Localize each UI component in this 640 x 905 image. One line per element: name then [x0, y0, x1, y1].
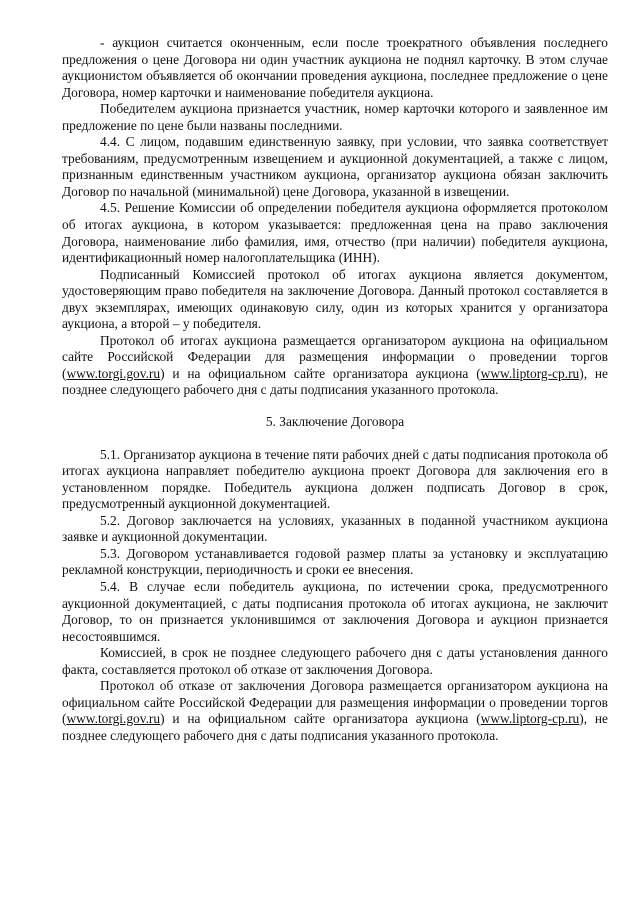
torgi-link[interactable]: www.torgi.gov.ru [66, 365, 161, 381]
text-segment: ) и на официальном сайте организатора аукциона ( [160, 711, 481, 727]
paragraph-signed-protocol: Подписанный Комиссией протокол об итогах аукциона является документом, удостоверяющим право победителя на заключение Договора. Данный протокол составляется в двух экземплярах, имеющих одинаковую силу, один из которых хранится у организатора аукциона, а второй – у победителя. [62, 266, 608, 332]
text-segment: ) и на официальном сайте организатора аукциона ( [160, 365, 481, 381]
paragraph-5-2: 5.2. Договор заключается на условиях, указанных в поданной участником аукциона заявке и аукционной документации. [62, 512, 608, 545]
section-heading-5: 5. Заключение Договора [265, 414, 405, 430]
text-segment: Протокол об итогах аукциона размещается организатором аукциона на официальном сайте Российской Федерации для размещения информации о проведении торгов ( [62, 332, 608, 381]
text-segment: ), не позднее следующего рабочего дня с даты подписания указанного протокола. [62, 711, 608, 743]
paragraph-protocol-publication [62, 333, 608, 399]
paragraph-5-4: 5.4. В случае если победитель аукциона, по истечении срока, предусмотренного аукционной документацией, с даты подписания протокола об итогах аукциона, не заключит Договор, то он признается уклонившимся от заключения Договора и аукцион признается несостоявшимся. [62, 578, 608, 644]
paragraph-5-3: 5.3. Договором устанавливается годовой размер платы за установку и эксплуатацию рекламной конструкции, периодичность и сроки ее внесения. [62, 545, 608, 578]
paragraph-refusal-publication [62, 678, 608, 744]
text-segment: Протокол об отказе от заключения Договора размещается организатором аукциона на официальном сайте Российской Федерации для размещения информации о проведении торгов ( [62, 678, 608, 727]
text-segment: ), не позднее следующего рабочего дня с даты подписания указанного протокола. [62, 365, 608, 398]
paragraph-winner-definition: Победителем аукциона признается участник, номер карточки которого и заявленное им предложение по цене были названы последними. [62, 101, 608, 133]
paragraph-auction-ended: - аукцион считается оконченным, если после троекратного объявления последнего предложения о цене Договора ни один участник аукциона не поднял карточку. В этом случае аукционистом объявляется об окончании проведения аукциона, последнее предложение о цене Договора, номер карточки и наименование победителя аукциона. [62, 35, 608, 100]
torgi-link[interactable]: www.torgi.gov.ru [66, 711, 161, 727]
liptorg-link[interactable]: www.liptorg-cp.ru [480, 711, 580, 727]
paragraph-4-4: 4.4. С лицом, подавшим единственную заявку, при условии, что заявка соответствует требованиям, предусмотренным извещением и аукционной документацией, а также с лицом, признанным единственным участником аукциона, организатор аукциона обязан заключить Договор по начальной (минимальной) цене Договора, указанной в извещении. [62, 134, 608, 199]
paragraph-4-5: 4.5. Решение Комиссии об определении победителя аукциона оформляется протоколом об итогах аукциона, в котором указывается: предложенная цена на право заключения Договора, наименование либо фамилия, имя, отчество (при наличии) победителя аукциона, идентификационный номер налогоплательщика (ИНН). [62, 200, 608, 266]
paragraph-refusal-protocol: Комиссией, в срок не позднее следующего рабочего дня с даты установления данного факта, составляется протокол об отказе от заключения Договора. [62, 645, 608, 677]
liptorg-link[interactable]: www.liptorg-cp.ru [480, 365, 580, 381]
paragraph-5-1: 5.1. Организатор аукциона в течение пяти рабочих дней с даты подписания протокола об итогах аукциона направляет победителю аукциона проект Договора для заключения его в установленном порядке. Победитель аукциона должен подписать Договор в срок, предусмотренный аукционной документацией. [62, 446, 608, 512]
document-page [62, 35, 608, 744]
